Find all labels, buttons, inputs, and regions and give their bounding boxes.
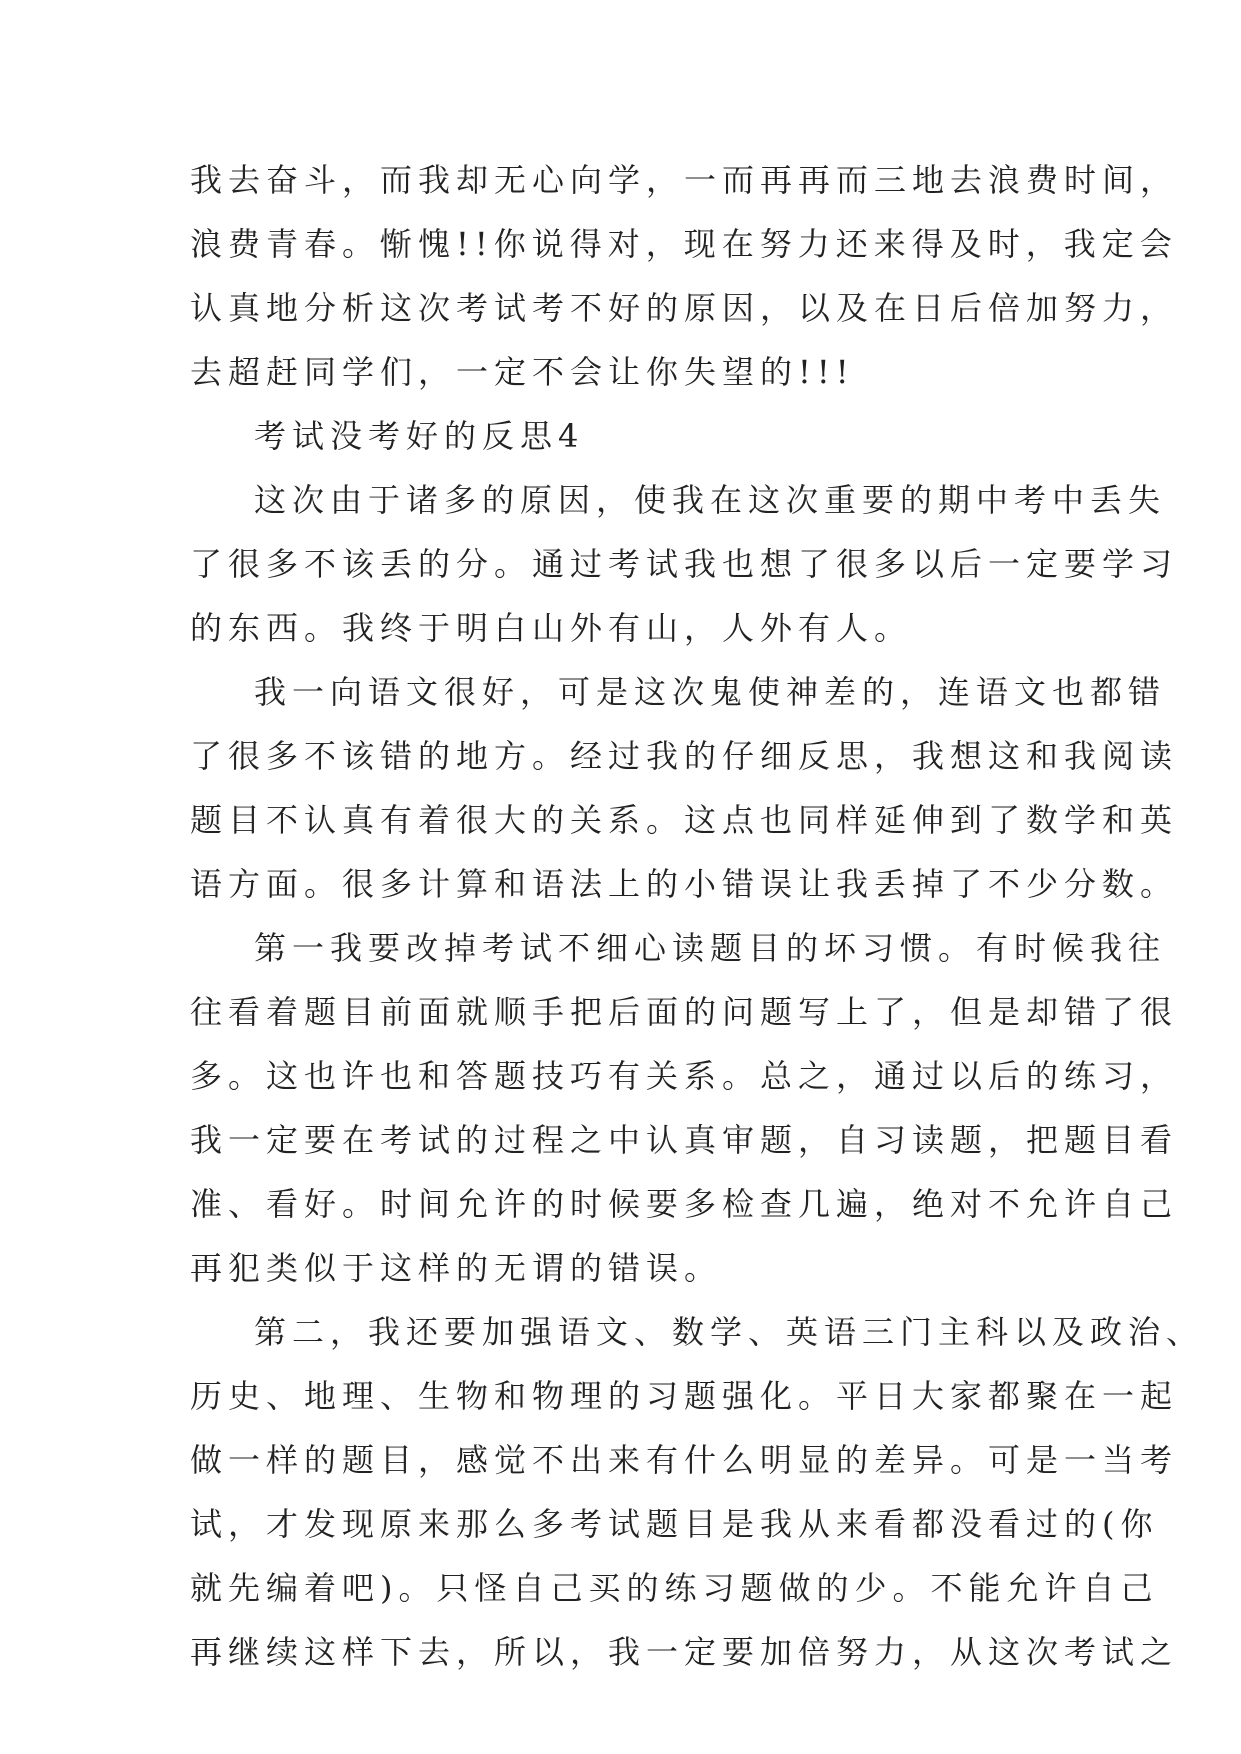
paragraph-start-line: 第一我要改掉考试不细心读题目的坏习惯。有时候我往 [254, 929, 1167, 967]
text-line: 语方面。很多计算和语法上的小错误让我丢掉了不少分数。 [190, 865, 1179, 903]
text-line: 就先编着吧)。只怪自己买的练习题做的少。不能允许自己 [190, 1569, 1159, 1607]
paragraph-start-line: 考试没考好的反思4 [254, 417, 585, 455]
text-line: 做一样的题目，感觉不出来有什么明显的差异。可是一当考 [190, 1441, 1179, 1479]
paragraph-start-line: 这次由于诸多的原因，使我在这次重要的期中考中丢失 [254, 481, 1167, 519]
text-line: 的东西。我终于明白山外有山，人外有人。 [190, 609, 913, 647]
paragraph-start-line: 我一向语文很好，可是这次鬼使神差的，连语文也都错 [254, 673, 1167, 711]
text-line: 往看着题目前面就顺手把后面的问题写上了，但是却错了很 [190, 993, 1179, 1031]
text-line: 多。这也许也和答题技巧有关系。总之，通过以后的练习， [190, 1057, 1179, 1095]
text-line: 我一定要在考试的过程之中认真审题，自习读题，把题目看 [190, 1121, 1179, 1159]
text-line: 再犯类似于这样的无谓的错误。 [190, 1249, 723, 1287]
text-line: 浪费青春。惭愧!!你说得对，现在努力还来得及时，我定会 [190, 225, 1178, 263]
text-line: 准、看好。时间允许的时候要多检查几遍，绝对不允许自己 [190, 1185, 1179, 1223]
text-line: 我去奋斗，而我却无心向学，一而再再而三地去浪费时间， [190, 161, 1179, 199]
text-line: 去超赶同学们，一定不会让你失望的!!! [190, 353, 855, 391]
text-line: 了很多不该丢的分。通过考试我也想了很多以后一定要学习 [190, 545, 1179, 583]
document-body [190, 148, 1205, 1684]
text-line: 认真地分析这次考试考不好的原因，以及在日后倍加努力， [190, 289, 1179, 327]
text-line: 历史、地理、生物和物理的习题强化。平日大家都聚在一起 [190, 1377, 1179, 1415]
text-line: 再继续这样下去，所以，我一定要加倍努力，从这次考试之 [190, 1633, 1179, 1671]
paragraph-start-line: 第二，我还要加强语文、数学、英语三门主科以及政治、 [254, 1313, 1205, 1351]
text-line: 了很多不该错的地方。经过我的仔细反思，我想这和我阅读 [190, 737, 1179, 775]
text-line: 题目不认真有着很大的关系。这点也同样延伸到了数学和英 [190, 801, 1179, 839]
text-line: 试，才发现原来那么多考试题目是我从来看都没看过的(你 [190, 1505, 1159, 1543]
